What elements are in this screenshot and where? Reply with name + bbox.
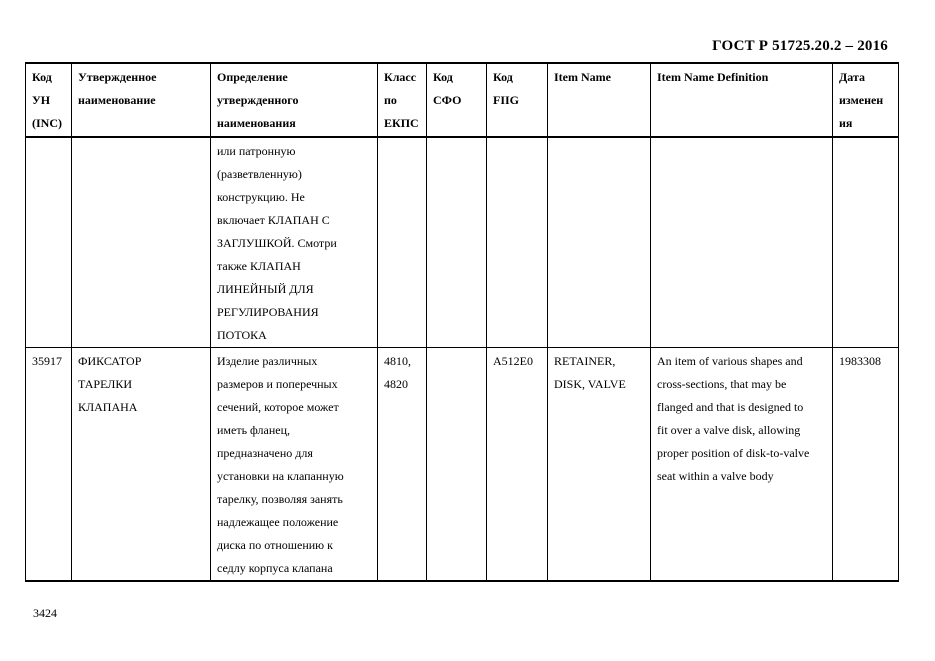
table-row-continuation — [26, 137, 899, 348]
cell-item-definition — [651, 137, 833, 348]
cell-inc — [26, 137, 72, 348]
table-row — [26, 348, 899, 582]
cell-item-name — [548, 137, 651, 348]
cell-inc: 35917 — [26, 348, 72, 582]
col-header-approved-name: Утвержденное наименование — [72, 63, 211, 137]
cell-class: 4810, 4820 — [378, 348, 427, 582]
cell-item-name: RETAINER, DISK, VALVE — [548, 348, 651, 582]
cell-name: ФИКСАТОР ТАРЕЛКИ КЛАПАНА — [72, 348, 211, 582]
col-header-date: Дата изменен ия — [833, 63, 899, 137]
cell-sfo — [427, 348, 487, 582]
cell-definition: Изделие различных размеров и поперечных сечений, которое может иметь фланец, предназначено для установки на клапанную тарелку, позволяя занять надлежащее положение диска по отношению к седлу корпуса клапана — [211, 348, 378, 582]
col-header-fiig: Код FIIG — [487, 63, 548, 137]
col-header-definition: Определение утвержденного наименования — [211, 63, 378, 137]
col-header-item-name: Item Name — [548, 63, 651, 137]
cell-sfo — [427, 137, 487, 348]
cell-name — [72, 137, 211, 348]
standard-designation: ГОСТ Р 51725.20.2 – 2016 — [712, 38, 888, 54]
col-header-sfo: Код СФО — [427, 63, 487, 137]
inc-table — [25, 62, 899, 582]
cell-item-definition: An item of various shapes and cross-sections, that may be flanged and that is designed to fit over a valve disk, allowing proper position of disk-to-valve seat within a valve body — [651, 348, 833, 582]
table-header-row — [26, 63, 899, 137]
cell-date — [833, 137, 899, 348]
col-header-inc: Код УН (INC) — [26, 63, 72, 137]
cell-date: 1983308 — [833, 348, 899, 582]
cell-definition: или патронную (разветвленную) конструкцию. Не включает КЛАПАН С ЗАГЛУШКОЙ. Смотри также КЛАПАН ЛИНЕЙНЫЙ ДЛЯ РЕГУЛИРОВАНИЯ ПОТОКА — [211, 137, 378, 348]
col-header-item-definition: Item Name Definition — [651, 63, 833, 137]
col-header-class: Класс по ЕКПС — [378, 63, 427, 137]
cell-fiig — [487, 137, 548, 348]
page-number: 3424 — [33, 606, 57, 620]
cell-class — [378, 137, 427, 348]
cell-fiig: A512E0 — [487, 348, 548, 582]
